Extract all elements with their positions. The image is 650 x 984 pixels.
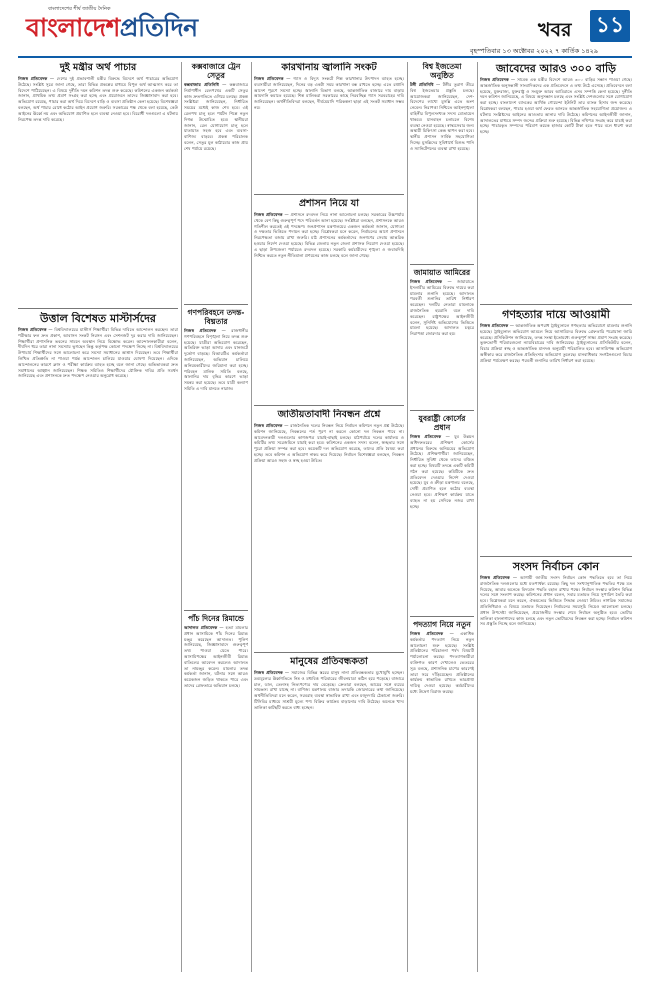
- divider: [480, 556, 632, 557]
- article-11-text: জামায়াতে ইসলামীর আমিরের বিরুদ্ধে দায়ের করা মামলার শুনানি হয়েছে। আদালত পরবর্তী শুনানির তারিখ নির্ধারণ করেছেন। দলটির নেতারা মামলাকে রাজনৈতিক হয়রানি বলে দাবি করেছেন। রাষ্ট্রপক্ষের আইনজীবী বলেন, সুনির্দিষ্ট অভিযোগের ভিত্তিতে মামলা হয়েছে। আদালত চত্বরে নিরাপত্তা জোরদার করা হয়।: [410, 279, 474, 337]
- article-7-byline: নিজস্ব প্রতিবেদক: [254, 212, 283, 217]
- article-10-text: টঙ্গীর তুরাগ তীরে বিশ্ব ইজতেমার প্রস্তুতি চলছে। আয়োজকরা জানিয়েছেন, দেশ-বিদেশের লাখো মুসল্লি এতে অংশ নেবেন। নিরাপত্তা নিশ্চিতে আইনশৃঙ্খলা বাহিনীর বিপুলসংখ্যক সদস্য মোতায়েন থাকবে। যানবাহন চলাচলে বিশেষ ব্যবস্থা নেওয়া হয়েছে। স্বাস্থ্যসেবার জন্য অস্থায়ী চিকিৎসা কেন্দ্র স্থাপন করা হবে। স্থানীয় প্রশাসন সার্বিক সহযোগিতা দিচ্ছে। মুসল্লিদের সুবিধার্থে বিশুদ্ধ পানি ও স্যানিটেশনের ব্যবস্থা রাখা হয়েছে।: [410, 82, 474, 151]
- article-16[interactable]: [480, 560, 632, 972]
- article-7-headline: প্রশাসন নিয়ে যা: [298, 198, 360, 209]
- column-rule: [477, 62, 478, 972]
- article-8-headline: জাতীয়তাবাদী নিবন্ধন প্রশ্নে: [277, 409, 381, 420]
- article-13-body: নিজস্ব প্রতিবেদক — একাধিক কর্মকর্তার পদত্যাগ নিয়ে নতুন আলোচনা শুরু হয়েছে। সংশ্লিষ্ট প্রতিষ্ঠানের পরিচালনা পর্ষদ বিষয়টি পর্যালোচনা করছে। পদত্যাগকারীরা ব্যক্তিগত কারণ দেখালেও ভেতরের সূত্র বলছে, প্রশাসনিক চাপের কারণেই তারা সরে দাঁড়িয়েছেন। প্রতিষ্ঠানের কার্যক্রম স্বাভাবিক রাখতে ভারপ্রাপ্ত দায়িত্ব দেওয়া হয়েছে। কর্মচারীদের মধ্যে উদ্বেগ বিরাজ করছে।: [410, 631, 474, 694]
- article-6-text: গ্যাস ও বিদ্যুৎ সংকটে শিল্প কারখানার উৎপাদন ব্যাহত হচ্ছে। ব্যবসায়ীরা জানিয়েছেন, দিনের বড় একটা সময় কারখানা বন্ধ রাখতে হচ্ছে। এতে রপ্তানি আদেশ পূরণে সমস্যা হচ্ছে। জ্বালানি বিভাগ বলছে, আন্তর্জাতিক বাজারে দাম বাড়ায় আমদানি কমাতে হয়েছে। শিল্প মালিকরা সরকারের কাছে নিরবচ্ছিন্ন গ্যাস সরবরাহের দাবি জানিয়েছেন। অর্থনীতিবিদরা বলছেন, দীর্ঘমেয়াদি পরিকল্পনা ছাড়া এই সংকট সমাধান সম্ভব নয়।: [254, 76, 404, 110]
- divider: [480, 304, 632, 305]
- article-16-body: নিজস্ব প্রতিবেদক — আগামী জাতীয় সংসদ নির্বাচন কোন পদ্ধতিতে হবে তা নিয়ে রাজনৈতিক দলগুলোর মধ্যে মতপার্থক্য রয়েছে। কিছু দল সংখ্যানুপাতিক পদ্ধতির পক্ষে মত দিয়েছে, আবার অনেকে বিদ্যমান পদ্ধতি বহাল রাখার পক্ষে। নির্বাচন সংস্কার কমিশন বিভিন্ন দলের সঙ্গে সংলাপ করছে। কমিশনের প্রধান বলেন, সবার মতামত নিয়ে সুপারিশ তৈরি করা হবে। বিশ্লেষকরা মনে করেন, ঐকমত্যের ভিত্তিতে সিদ্ধান্ত নেওয়া উচিত। নাগরিক সমাজের প্রতিনিধিরাও এ বিষয়ে মতামত দিয়েছেন। নির্বাচনের সময়সূচি নিয়েও আলোচনা চলছে। প্রধান উপদেষ্টা জানিয়েছেন, প্রয়োজনীয় সংস্কার শেষে নির্বাচন অনুষ্ঠিত হবে। ভোটার তালিকা হালনাগাদের কাজ চলছে এবং নতুন ভোটারদের নিবন্ধন করা হচ্ছে। নির্বাচন কমিশন সব প্রস্তুতি নিচ্ছে বলে জানিয়েছে।: [480, 575, 632, 627]
- section-name: খবর: [538, 19, 572, 41]
- article-2-body: নিজস্ব প্রতিবেদক — বিশ্ববিদ্যালয়ের মাস্টার্স শিক্ষার্থীরা বিভিন্ন দাবিতে আন্দোলন করছেন। তারা পরীক্ষার ফল দ্রুত প্রকাশ, আবাসন সংকট নিরসন এবং সেশনজট দূর করার দাবি জানিয়েছেন। শিক্ষার্থীরা প্রশাসনিক ভবনের সামনে অবস্থান নিয়ে বিক্ষোভ করেন। আন্দোলনকারীরা বলেন, দীর্ঘদিন ধরে তারা নানা সমস্যায় ভুগছেন কিন্তু কর্তৃপক্ষ কোনো পদক্ষেপ নিচ্ছে না। বিশ্ববিদ্যালয়ের উপাচার্য শিক্ষার্থীদের সঙ্গে আলোচনা করে সমস্যা সমাধানের আশ্বাস দিয়েছেন। তবে শিক্ষার্থীরা লিখিত প্রতিশ্রুতি না পাওয়া পর্যন্ত আন্দোলন চালিয়ে যাওয়ার ঘোষণা দিয়েছেন। এদিকে আন্দোলনের কারণে ক্লাস ও পরীক্ষা কার্যক্রম ব্যাহত হচ্ছে বলে জানা গেছে। অভিভাবকরা দ্রুত সমাধানের আহ্বান জানিয়েছেন। শিক্ষক সমিতিও শিক্ষার্থীদের যৌক্তিক দাবির প্রতি সমর্থন জানিয়েছে এবং প্রশাসনকে দ্রুত পদক্ষেপ নেওয়ার অনুরোধ করেছে।: [18, 327, 178, 379]
- article-7[interactable]: [254, 198, 404, 403]
- article-9[interactable]: [254, 656, 404, 972]
- divider: [184, 304, 248, 305]
- article-2-text: বিশ্ববিদ্যালয়ের মাস্টার্স শিক্ষার্থীরা বিভিন্ন দাবিতে আন্দোলন করছেন। তারা পরীক্ষার ফল দ্রুত প্রকাশ, আবাসন সংকট নিরসন এবং সেশনজট দূর করার দাবি জানিয়েছেন। শিক্ষার্থীরা প্রশাসনিক ভবনের সামনে অবস্থান নিয়ে বিক্ষোভ করেন। আন্দোলনকারীরা বলেন, দীর্ঘদিন ধরে তারা নানা সমস্যায় ভুগছেন কিন্তু কর্তৃপক্ষ কোনো পদক্ষেপ নিচ্ছে না। বিশ্ববিদ্যালয়ের উপাচার্য শিক্ষার্থীদের সঙ্গে আলোচনা করে সমস্যা সমাধানের আশ্বাস দিয়েছেন। তবে শিক্ষার্থীরা লিখিত প্রতিশ্রুতি না পাওয়া পর্যন্ত আন্দোলন চালিয়ে যাওয়ার ঘোষণা দিয়েছেন। এদিকে আন্দোলনের কারণে ক্লাস ও পরীক্ষা কার্যক্রম ব্যাহত হচ্ছে বলে জানা গেছে। অভিভাবকরা দ্রুত সমাধানের আহ্বান জানিয়েছেন। শিক্ষক সমিতিও শিক্ষার্থীদের যৌক্তিক দাবির প্রতি সমর্থন জানিয়েছে এবং প্রশাসনকে দ্রুত পদক্ষেপ নেওয়ার অনুরোধ করেছে।: [18, 327, 178, 379]
- article-2-byline: নিজস্ব প্রতিবেদক: [18, 327, 47, 332]
- article-11-headline: জামায়াত আমিরের: [413, 268, 471, 277]
- article-1-byline: নিজস্ব প্রতিবেদক: [18, 76, 48, 81]
- masthead: [0, 0, 650, 60]
- article-3-byline: কক্সবাজার প্রতিনিধি: [184, 82, 219, 87]
- masthead-rule: [18, 56, 632, 58]
- article-12-text: যুব উন্নয়ন অধিদফতরের প্রশিক্ষণ কোর্সের প্রধানের বিরুদ্ধে অনিয়মের অভিযোগ উঠেছে। প্রশিক্ষণার্থীরা জানিয়েছেন, নির্ধারিত সুবিধা থেকে তাদের বঞ্চিত করা হচ্ছে। বিষয়টি তদন্তে একটি কমিটি গঠন করা হয়েছে। কমিটিকে দ্রুত প্রতিবেদন দেওয়ার নির্দেশ দেওয়া হয়েছে। যুব ও ক্রীড়া মন্ত্রণালয় বলেছে, দোষী প্রমাণিত হলে কঠোর ব্যবস্থা নেওয়া হবে। প্রশিক্ষণ কার্যক্রম যাতে ব্যাহত না হয় সেদিকে নজর রাখা হচ্ছে।: [410, 434, 474, 509]
- article-15-headline: গণহত্যার দায়ে আওয়ামী: [502, 308, 610, 321]
- dateline: বৃহস্পতিবার ১৩ অক্টোবর ২০২২ ৭ কার্তিক ১৪২৯: [470, 47, 599, 55]
- article-9-body: নিজস্ব প্রতিবেদক — সমাজের বিভিন্ন স্তরের মানুষ নানা প্রতিবন্ধকতার মুখোমুখি হচ্ছেন। দ্রব্যমূল্যের ঊর্ধ্বগতিতে নিম্ন ও মধ্যবিত্ত পরিবারের জীবনযাত্রা কঠিন হয়ে পড়েছে। বাজারে চাল, ডাল, তেলসহ নিত্যপণ্যের দাম বেড়েছে। ক্রেতারা বলছেন, আয়ের সঙ্গে ব্যয়ের সামঞ্জস্য রাখা যাচ্ছে না। বাণিজ্য মন্ত্রণালয় বাজার তদারকি জোরদারের কথা জানিয়েছে। অর্থনীতিবিদরা মনে করেন, সরবরাহ ব্যবস্থা স্বাভাবিক রাখা এবং মজুদদারি ঠেকানো জরুরি। টিসিবির মাধ্যমে সাশ্রয়ী মূল্যে পণ্য বিক্রির কার্যক্রম বাড়ানোর দাবি উঠেছে। অনেকে খাদ্য তালিকা কাটছাঁট করতে বাধ্য হচ্ছেন।: [254, 670, 404, 710]
- article-9-byline: নিজস্ব প্রতিবেদক: [254, 670, 283, 675]
- article-11[interactable]: [410, 268, 474, 408]
- article-3-headline: কক্সবাজারে ট্রেন সেতুর: [191, 62, 241, 80]
- article-5-text: হত্যা মামলার প্রধান আসামিকে পাঁচ দিনের রিমান্ড মঞ্জুর করেছেন আদালত। পুলিশ জানিয়েছে, জিজ্ঞাসাবাদে গুরুত্বপূর্ণ তথ্য পাওয়া যেতে পারে। আসামিপক্ষের আইনজীবী রিমান্ড বাতিলের আবেদন করলেও আদালত তা নামঞ্জুর করেন। মামলার তদন্ত কর্মকর্তা জানান, ঘটনার সঙ্গে আরও কয়েকজন জড়িত থাকতে পারে এবং তাদের গ্রেফতারে অভিযান চলছে।: [184, 625, 248, 688]
- article-1[interactable]: [18, 62, 178, 307]
- logo-part-1: বাংলাদেশ: [26, 13, 120, 42]
- column-rule: [251, 62, 252, 972]
- article-2[interactable]: [18, 312, 178, 972]
- article-2-headline: উত্তাল বিশেষত মাস্টার্সদের: [40, 312, 156, 325]
- article-15-body: নিজস্ব প্রতিবেদক — আন্তর্জাতিক অপরাধ ট্রাইব্যুনালে গণহত্যার অভিযোগে মামলার শুনানি হয়েছে। ট্রাইব্যুনাল অভিযোগ আমলে নিয়ে আসামিদের বিরুদ্ধে গ্রেফতারি পরোয়ানা জারি করেছে। প্রসিকিউশন জানিয়েছে, তদন্ত সংস্থা ইতোমধ্যে গুরুত্বপূর্ণ সাক্ষ্য প্রমাণ সংগ্রহ করেছে। ভুক্তভোগী পরিবারগুলো ন্যায়বিচারের দাবি জানিয়েছে। ট্রাইব্যুনালের প্রসিকিউটর বলেন, বিচার প্রক্রিয়া স্বচ্ছ ও আন্তর্জাতিক মানদণ্ড অনুযায়ী পরিচালিত হবে। আসামিপক্ষ অভিযোগ অস্বীকার করে রাজনৈতিক প্রতিহিংসার অভিযোগ তুলেছে। মানবাধিকার সংগঠনগুলো বিচার প্রক্রিয়া পর্যবেক্ষণ করছে। পরবর্তী শুনানির তারিখ নির্ধারণ করা হয়েছে।: [480, 323, 632, 363]
- article-5-byline: আদালত প্রতিবেদক: [184, 625, 218, 630]
- article-4-headline: গণপরিবহনে তদন্ত-বিঘ্নতার: [187, 308, 245, 326]
- article-4-body: নিজস্ব প্রতিবেদক — রাজধানীর গণপরিবহনে বিশৃঙ্খলা নিয়ে তদন্ত শুরু হয়েছে। যাত্রীরা অভিযোগ করেছেন, অতিরিক্ত ভাড়া আদায় এবং যানজটে দুর্ভোগ বাড়ছে। বিআরটিএ কর্মকর্তারা জানিয়েছেন, অভিযান চালিয়ে অনিয়মকারীদের জরিমানা করা হচ্ছে। পরিবহন মালিক সমিতি বলছে, জ্বালানির দাম বৃদ্ধির কারণে ভাড়া সমন্বয় করা হয়েছে। তবে যাত্রী কল্যাণ সমিতি এ দাবি মানতে নারাজ।: [184, 328, 248, 391]
- divider: [18, 308, 178, 309]
- article-5-body: আদালত প্রতিবেদক — হত্যা মামলার প্রধান আসামিকে পাঁচ দিনের রিমান্ড মঞ্জুর করেছেন আদালত। পুলিশ জানিয়েছে, জিজ্ঞাসাবাদে গুরুত্বপূর্ণ তথ্য পাওয়া যেতে পারে। আসামিপক্ষের আইনজীবী রিমান্ড বাতিলের আবেদন করলেও আদালত তা নামঞ্জুর করেন। মামলার তদন্ত কর্মকর্তা জানান, ঘটনার সঙ্গে আরও কয়েকজন জড়িত থাকতে পারে এবং তাদের গ্রেফতারে অভিযান চলছে।: [184, 625, 248, 688]
- article-13[interactable]: [410, 620, 474, 972]
- article-1-body: নিজস্ব প্রতিবেদক — দেশের দুই প্রভাবশালী মন্ত্রীর বিরুদ্ধে বিদেশে অর্থ পাচারের অভিযোগ উঠেছে। সংশ্লিষ্ট সূত্রে জানা গেছে, তারা বিভিন্ন প্রকল্পের মাধ্যমে বিপুল অর্থ আত্মসাৎ করে তা বিদেশে পাঠিয়েছেন। এ বিষয়ে দুর্নীতি দমন কমিশন তদন্ত শুরু করেছে। কমিশনের একজন কর্মকর্তা জানান, প্রাথমিক তথ্য প্রমাণ সংগ্রহ করা হচ্ছে এবং প্রয়োজনে তাদের জিজ্ঞাসাবাদ করা হবে। অভিযোগ রয়েছে, পাচার করা অর্থ দিয়ে বিদেশে বাড়ি ও ব্যবসা প্রতিষ্ঠান কেনা হয়েছে। বিশেষজ্ঞরা বলছেন, অর্থ পাচার রোধে কঠোর আইন প্রয়োগ জরুরি। সরকারের পক্ষ থেকে বলা হয়েছে, কেউ আইনের ঊর্ধ্বে নয় এবং অভিযোগ প্রমাণিত হলে ব্যবস্থা নেওয়া হবে। বিরোধী দলগুলো এ ঘটনায় নিরপেক্ষ তদন্ত দাবি করেছে।: [18, 76, 178, 122]
- divider: [254, 405, 404, 406]
- article-3-body: কক্সবাজার প্রতিনিধি — কক্সবাজারে নির্মাণাধীন রেলপথের একটি সেতুর কাজ দ্রুতগতিতে এগিয়ে চলছে। প্রকল্প সংশ্লিষ্টরা জানিয়েছেন, নির্ধারিত সময়ের মধ্যেই কাজ শেষ হবে। এই রেলপথ চালু হলে পর্যটন শিল্পে নতুন দিগন্ত উন্মোচিত হবে। স্থানীয়রা জানান, রেল যোগাযোগ চালু হলে যাতায়াত সহজ হবে এবং ব্যবসা-বাণিজ্য বাড়বে। প্রকল্প পরিচালক বলেন, সেতুর মূল কাঠামোর কাজ প্রায় শেষ পর্যায়ে রয়েছে।: [184, 82, 248, 151]
- article-8-text: রাজনৈতিক দলের নিবন্ধন নিয়ে নির্বাচন কমিশনে নতুন প্রশ্ন উঠেছে। কমিশন জানিয়েছে, নিবন্ধনের শর্ত পূরণ না করলে কোনো দল নিবন্ধন পাবে না। আবেদনকারী দলগুলোর কাগজপত্র যাচাই-বাছাই চলছে। মাঠপর্যায়ে দলের কার্যালয় ও কমিটির তথ্য সরেজমিনে যাচাই করা হবে। কমিশনের একজন সদস্য বলেন, স্বচ্ছতার সঙ্গে পুরো প্রক্রিয়া সম্পন্ন করা হবে। কয়েকটি দল অভিযোগ করেছে, তাদের প্রতি বৈষম্য করা হচ্ছে। তবে কমিশন এ অভিযোগ নাকচ করে দিয়েছে। নির্বাচন বিশেষজ্ঞরা বলছেন, নিবন্ধন প্রক্রিয়া আরও সহজ ও স্বচ্ছ হওয়া উচিত।: [254, 423, 404, 463]
- divider: [254, 652, 404, 653]
- article-12[interactable]: [410, 414, 474, 614]
- article-4-byline: নিজস্ব প্রতিবেদক: [184, 328, 217, 333]
- divider: [410, 410, 474, 411]
- article-12-body: নিজস্ব প্রতিবেদক — যুব উন্নয়ন অধিদফতরের প্রশিক্ষণ কোর্সের প্রধানের বিরুদ্ধে অনিয়মের অভিযোগ উঠেছে। প্রশিক্ষণার্থীরা জানিয়েছেন, নির্ধারিত সুবিধা থেকে তাদের বঞ্চিত করা হচ্ছে। বিষয়টি তদন্তে একটি কমিটি গঠন করা হয়েছে। কমিটিকে দ্রুত প্রতিবেদন দেওয়ার নির্দেশ দেওয়া হয়েছে। যুব ও ক্রীড়া মন্ত্রণালয় বলেছে, দোষী প্রমাণিত হলে কঠোর ব্যবস্থা নেওয়া হবে। প্রশিক্ষণ কার্যক্রম যাতে ব্যাহত না হয় সেদিকে নজর রাখা হচ্ছে।: [410, 434, 474, 509]
- article-5[interactable]: [184, 614, 248, 972]
- article-8[interactable]: [254, 409, 404, 649]
- article-12-headline: যুবরাষ্ট্রী কোর্সের প্রধান: [418, 414, 466, 432]
- page-number-badge: ১১: [590, 10, 630, 42]
- article-10[interactable]: [410, 62, 474, 262]
- article-9-headline: মানুষের প্রতিবন্ধকতা: [290, 656, 368, 667]
- column-rule: [407, 62, 408, 972]
- article-16-byline: নিজস্ব প্রতিবেদক: [480, 575, 510, 580]
- article-14-byline: নিজস্ব প্রতিবেদক: [480, 77, 509, 82]
- article-5-headline: পাঁচ দিনের রিমান্ডে: [188, 614, 244, 623]
- article-14-body: নিজস্ব প্রতিবেদক — সাবেক এক মন্ত্রীর বিদেশে আরও ৩০০ বাড়ির সন্ধান পাওয়া গেছে। আন্তর্জাতিক অনুসন্ধানী সাংবাদিকদের এক প্রতিবেদনে এ তথ্য উঠে এসেছে। প্রতিবেদনে বলা হয়েছে, যুক্তরাজ্য, যুক্তরাষ্ট্র ও সংযুক্ত আরব আমিরাতে এসব সম্পত্তি কেনা হয়েছে। দুর্নীতি দমন কমিশন জানিয়েছে, এ বিষয়ে অনুসন্ধান চলছে এবং সংশ্লিষ্ট দেশগুলোর সঙ্গে যোগাযোগ করা হচ্ছে। বাংলাদেশ ব্যাংকের আর্থিক গোয়েন্দা ইউনিট তার ব্যাংক হিসাব জব্দ করেছে। বিশ্লেষকরা বলছেন, পাচার হওয়া অর্থ ফেরত আনতে আন্তর্জাতিক সহযোগিতা প্রয়োজন। এ ঘটনায় সংশ্লিষ্টদের আইনের আওতায় আনার দাবি উঠেছে। কমিশনের আইনজীবী জানান, আদালতের মাধ্যমে সম্পদ জব্দের প্রক্রিয়া শুরু হয়েছে। বিভিন্ন নথিপত্র সংগ্রহ করে যাচাই করা হচ্ছে। পাচারকৃত সম্পদের পরিমাণ কয়েক হাজার কোটি টাকা হতে পারে বলে ধারণা করা হচ্ছে।: [480, 77, 632, 135]
- logo-part-2: প্রতিদিন: [119, 13, 198, 42]
- article-1-text: দেশের দুই প্রভাবশালী মন্ত্রীর বিরুদ্ধে বিদেশে অর্থ পাচারের অভিযোগ উঠেছে। সংশ্লিষ্ট সূত্রে জানা গেছে, তারা বিভিন্ন প্রকল্পের মাধ্যমে বিপুল অর্থ আত্মসাৎ করে তা বিদেশে পাঠিয়েছেন। এ বিষয়ে দুর্নীতি দমন কমিশন তদন্ত শুরু করেছে। কমিশনের একজন কর্মকর্তা জানান, প্রাথমিক তথ্য প্রমাণ সংগ্রহ করা হচ্ছে এবং প্রয়োজনে তাদের জিজ্ঞাসাবাদ করা হবে। অভিযোগ রয়েছে, পাচার করা অর্থ দিয়ে বিদেশে বাড়ি ও ব্যবসা প্রতিষ্ঠান কেনা হয়েছে। বিশেষজ্ঞরা বলছেন, অর্থ পাচার রোধে কঠোর আইন প্রয়োগ জরুরি। সরকারের পক্ষ থেকে বলা হয়েছে, কেউ আইনের ঊর্ধ্বে নয় এবং অভিযোগ প্রমাণিত হলে ব্যবস্থা নেওয়া হবে। বিরোধী দলগুলো এ ঘটনায় নিরপেক্ষ তদন্ত দাবি করেছে।: [18, 76, 178, 122]
- article-11-body: নিজস্ব প্রতিবেদক — জামায়াতে ইসলামীর আমিরের বিরুদ্ধে দায়ের করা মামলার শুনানি হয়েছে। আদালত পরবর্তী শুনানির তারিখ নির্ধারণ করেছেন। দলটির নেতারা মামলাকে রাজনৈতিক হয়রানি বলে দাবি করেছেন। রাষ্ট্রপক্ষের আইনজীবী বলেন, সুনির্দিষ্ট অভিযোগের ভিত্তিতে মামলা হয়েছে। আদালত চত্বরে নিরাপত্তা জোরদার করা হয়।: [410, 279, 474, 337]
- article-3[interactable]: [184, 62, 248, 302]
- article-10-body: টঙ্গী প্রতিনিধি — টঙ্গীর তুরাগ তীরে বিশ্ব ইজতেমার প্রস্তুতি চলছে। আয়োজকরা জানিয়েছেন, দেশ-বিদেশের লাখো মুসল্লি এতে অংশ নেবেন। নিরাপত্তা নিশ্চিতে আইনশৃঙ্খলা বাহিনীর বিপুলসংখ্যক সদস্য মোতায়েন থাকবে। যানবাহন চলাচলে বিশেষ ব্যবস্থা নেওয়া হয়েছে। স্বাস্থ্যসেবার জন্য অস্থায়ী চিকিৎসা কেন্দ্র স্থাপন করা হবে। স্থানীয় প্রশাসন সার্বিক সহযোগিতা দিচ্ছে। মুসল্লিদের সুবিধার্থে বিশুদ্ধ পানি ও স্যানিটেশনের ব্যবস্থা রাখা হয়েছে।: [410, 82, 474, 151]
- article-8-body: নিজস্ব প্রতিবেদক — রাজনৈতিক দলের নিবন্ধন নিয়ে নির্বাচন কমিশনে নতুন প্রশ্ন উঠেছে। কমিশন জানিয়েছে, নিবন্ধনের শর্ত পূরণ না করলে কোনো দল নিবন্ধন পাবে না। আবেদনকারী দলগুলোর কাগজপত্র যাচাই-বাছাই চলছে। মাঠপর্যায়ে দলের কার্যালয় ও কমিটির তথ্য সরেজমিনে যাচাই করা হবে। কমিশনের একজন সদস্য বলেন, স্বচ্ছতার সঙ্গে পুরো প্রক্রিয়া সম্পন্ন করা হবে। কয়েকটি দল অভিযোগ করেছে, তাদের প্রতি বৈষম্য করা হচ্ছে। তবে কমিশন এ অভিযোগ নাকচ করে দিয়েছে। নির্বাচন বিশেষজ্ঞরা বলছেন, নিবন্ধন প্রক্রিয়া আরও সহজ ও স্বচ্ছ হওয়া উচিত।: [254, 423, 404, 463]
- article-14-text: সাবেক এক মন্ত্রীর বিদেশে আরও ৩০০ বাড়ির সন্ধান পাওয়া গেছে। আন্তর্জাতিক অনুসন্ধানী সাংবাদিকদের এক প্রতিবেদনে এ তথ্য উঠে এসেছে। প্রতিবেদনে বলা হয়েছে, যুক্তরাজ্য, যুক্তরাষ্ট্র ও সংযুক্ত আরব আমিরাতে এসব সম্পত্তি কেনা হয়েছে। দুর্নীতি দমন কমিশন জানিয়েছে, এ বিষয়ে অনুসন্ধান চলছে এবং সংশ্লিষ্ট দেশগুলোর সঙ্গে যোগাযোগ করা হচ্ছে। বাংলাদেশ ব্যাংকের আর্থিক গোয়েন্দা ইউনিট তার ব্যাংক হিসাব জব্দ করেছে। বিশ্লেষকরা বলছেন, পাচার হওয়া অর্থ ফেরত আনতে আন্তর্জাতিক সহযোগিতা প্রয়োজন। এ ঘটনায় সংশ্লিষ্টদের আইনের আওতায় আনার দাবি উঠেছে। কমিশনের আইনজীবী জানান, আদালতের মাধ্যমে সম্পদ জব্দের প্রক্রিয়া শুরু হয়েছে। বিভিন্ন নথিপত্র সংগ্রহ করে যাচাই করা হচ্ছে। পাচারকৃত সম্পদের পরিমাণ কয়েক হাজার কোটি টাকা হতে পারে বলে ধারণা করা হচ্ছে।: [480, 77, 632, 135]
- article-7-text: প্রশাসনে রদবদল নিয়ে নানা আলোচনা চলছে। সরকারের উচ্চপর্যায় থেকে বেশ কিছু গুরুত্বপূর্ণ পদে পরিবর্তন আনা হয়েছে। সংশ্লিষ্টরা বলছেন, প্রশাসনকে আরও গতিশীল করতেই এই পদক্ষেপ। জনপ্রশাসন মন্ত্রণালয়ের একজন কর্মকর্তা জানান, যোগ্যতা ও দক্ষতার ভিত্তিতে পদায়ন করা হচ্ছে। বিশ্লেষকরা মনে করেন, নির্বাচনের আগে প্রশাসনে নিরপেক্ষতা বজায় রাখা জরুরি। মাঠ প্রশাসনের কর্মকর্তাদের জনগণের সেবায় আন্তরিক হওয়ার নির্দেশ দেওয়া হয়েছে। বিভিন্ন জেলায় নতুন জেলা প্রশাসক নিয়োগ দেওয়া হয়েছে। এ ছাড়া উপজেলা পর্যায়েও রদবদল হয়েছে। সরকারি কর্মচারীদের শৃঙ্খলা ও জবাবদিহি নিশ্চিত করতে নতুন নীতিমালা প্রণয়নের কাজ চলছে বলে জানা গেছে।: [254, 212, 404, 258]
- article-13-byline: নিজস্ব প্রতিবেদক: [410, 631, 444, 636]
- article-15[interactable]: [480, 308, 632, 553]
- article-6-body: নিজস্ব প্রতিবেদক — গ্যাস ও বিদ্যুৎ সংকটে শিল্প কারখানার উৎপাদন ব্যাহত হচ্ছে। ব্যবসায়ীরা জানিয়েছেন, দিনের বড় একটা সময় কারখানা বন্ধ রাখতে হচ্ছে। এতে রপ্তানি আদেশ পূরণে সমস্যা হচ্ছে। জ্বালানি বিভাগ বলছে, আন্তর্জাতিক বাজারে দাম বাড়ায় আমদানি কমাতে হয়েছে। শিল্প মালিকরা সরকারের কাছে নিরবচ্ছিন্ন গ্যাস সরবরাহের দাবি জানিয়েছেন। অর্থনীতিবিদরা বলছেন, দীর্ঘমেয়াদি পরিকল্পনা ছাড়া এই সংকট সমাধান সম্ভব নয়।: [254, 76, 404, 110]
- article-8-byline: নিজস্ব প্রতিবেদক: [254, 423, 283, 428]
- masthead-small-line: বাংলাদেশের শীর্ষ জাতীয় দৈনিক: [48, 6, 111, 12]
- divider: [410, 616, 474, 617]
- article-7-body: নিজস্ব প্রতিবেদক — প্রশাসনে রদবদল নিয়ে নানা আলোচনা চলছে। সরকারের উচ্চপর্যায় থেকে বেশ কিছু গুরুত্বপূর্ণ পদে পরিবর্তন আনা হয়েছে। সংশ্লিষ্টরা বলছেন, প্রশাসনকে আরও গতিশীল করতেই এই পদক্ষেপ। জনপ্রশাসন মন্ত্রণালয়ের একজন কর্মকর্তা জানান, যোগ্যতা ও দক্ষতার ভিত্তিতে পদায়ন করা হচ্ছে। বিশ্লেষকরা মনে করেন, নির্বাচনের আগে প্রশাসনে নিরপেক্ষতা বজায় রাখা জরুরি। মাঠ প্রশাসনের কর্মকর্তাদের জনগণের সেবায় আন্তরিক হওয়ার নির্দেশ দেওয়া হয়েছে। বিভিন্ন জেলায় নতুন জেলা প্রশাসক নিয়োগ দেওয়া হয়েছে। এ ছাড়া উপজেলা পর্যায়েও রদবদল হয়েছে। সরকারি কর্মচারীদের শৃঙ্খলা ও জবাবদিহি নিশ্চিত করতে নতুন নীতিমালা প্রণয়নের কাজ চলছে বলে জানা গেছে।: [254, 212, 404, 258]
- article-15-text: আন্তর্জাতিক অপরাধ ট্রাইব্যুনালে গণহত্যার অভিযোগে মামলার শুনানি হয়েছে। ট্রাইব্যুনাল অভিযোগ আমলে নিয়ে আসামিদের বিরুদ্ধে গ্রেফতারি পরোয়ানা জারি করেছে। প্রসিকিউশন জানিয়েছে, তদন্ত সংস্থা ইতোমধ্যে গুরুত্বপূর্ণ সাক্ষ্য প্রমাণ সংগ্রহ করেছে। ভুক্তভোগী পরিবারগুলো ন্যায়বিচারের দাবি জানিয়েছে। ট্রাইব্যুনালের প্রসিকিউটর বলেন, বিচার প্রক্রিয়া স্বচ্ছ ও আন্তর্জাতিক মানদণ্ড অনুযায়ী পরিচালিত হবে। আসামিপক্ষ অভিযোগ অস্বীকার করে রাজনৈতিক প্রতিহিংসার অভিযোগ তুলেছে। মানবাধিকার সংগঠনগুলো বিচার প্রক্রিয়া পর্যবেক্ষণ করছে। পরবর্তী শুনানির তারিখ নির্ধারণ করা হয়েছে।: [480, 323, 632, 363]
- newspaper-logo[interactable]: [26, 14, 198, 42]
- divider: [410, 264, 474, 265]
- article-14-headline: জাবেদের আরও ৩০০ বাড়ি: [495, 62, 617, 75]
- column-rule: [181, 62, 182, 972]
- article-15-byline: নিজস্ব প্রতিবেদক: [480, 323, 509, 328]
- article-13-text: একাধিক কর্মকর্তার পদত্যাগ নিয়ে নতুন আলোচনা শুরু হয়েছে। সংশ্লিষ্ট প্রতিষ্ঠানের পরিচালনা পর্ষদ বিষয়টি পর্যালোচনা করছে। পদত্যাগকারীরা ব্যক্তিগত কারণ দেখালেও ভেতরের সূত্র বলছে, প্রশাসনিক চাপের কারণেই তারা সরে দাঁড়িয়েছেন। প্রতিষ্ঠানের কার্যক্রম স্বাভাবিক রাখতে ভারপ্রাপ্ত দায়িত্ব দেওয়া হয়েছে। কর্মচারীদের মধ্যে উদ্বেগ বিরাজ করছে।: [410, 631, 474, 694]
- article-4[interactable]: [184, 308, 248, 608]
- article-6[interactable]: [254, 62, 404, 192]
- article-16-text: আগামী জাতীয় সংসদ নির্বাচন কোন পদ্ধতিতে হবে তা নিয়ে রাজনৈতিক দলগুলোর মধ্যে মতপার্থক্য রয়েছে। কিছু দল সংখ্যানুপাতিক পদ্ধতির পক্ষে মত দিয়েছে, আবার অনেকে বিদ্যমান পদ্ধতি বহাল রাখার পক্ষে। নির্বাচন সংস্কার কমিশন বিভিন্ন দলের সঙ্গে সংলাপ করছে। কমিশনের প্রধান বলেন, সবার মতামত নিয়ে সুপারিশ তৈরি করা হবে। বিশ্লেষকরা মনে করেন, ঐকমত্যের ভিত্তিতে সিদ্ধান্ত নেওয়া উচিত। নাগরিক সমাজের প্রতিনিধিরাও এ বিষয়ে মতামত দিয়েছেন। নির্বাচনের সময়সূচি নিয়েও আলোচনা চলছে। প্রধান উপদেষ্টা জানিয়েছেন, প্রয়োজনীয় সংস্কার শেষে নির্বাচন অনুষ্ঠিত হবে। ভোটার তালিকা হালনাগাদের কাজ চলছে এবং নতুন ভোটারদের নিবন্ধন করা হচ্ছে। নির্বাচন কমিশন সব প্রস্তুতি নিচ্ছে বলে জানিয়েছে।: [480, 575, 632, 627]
- article-10-byline: টঙ্গী প্রতিনিধি: [410, 82, 434, 87]
- article-14[interactable]: [480, 62, 632, 302]
- article-3-text: কক্সবাজারে নির্মাণাধীন রেলপথের একটি সেতুর কাজ দ্রুতগতিতে এগিয়ে চলছে। প্রকল্প সংশ্লিষ্টরা জানিয়েছেন, নির্ধারিত সময়ের মধ্যেই কাজ শেষ হবে। এই রেলপথ চালু হলে পর্যটন শিল্পে নতুন দিগন্ত উন্মোচিত হবে। স্থানীয়রা জানান, রেল যোগাযোগ চালু হলে যাতায়াত সহজ হবে এবং ব্যবসা-বাণিজ্য বাড়বে। প্রকল্প পরিচালক বলেন, সেতুর মূল কাঠামোর কাজ প্রায় শেষ পর্যায়ে রয়েছে।: [184, 82, 248, 151]
- article-1-headline: দুই মন্ত্রীর অর্থ পাচার: [59, 62, 137, 73]
- divider: [254, 194, 404, 195]
- article-11-byline: নিজস্ব প্রতিবেদক: [410, 279, 443, 284]
- article-6-byline: নিজস্ব প্রতিবেদক: [254, 76, 284, 81]
- article-13-headline: পদত্যাগ নিয়ে নতুন: [413, 620, 471, 629]
- article-4-text: রাজধানীর গণপরিবহনে বিশৃঙ্খলা নিয়ে তদন্ত শুরু হয়েছে। যাত্রীরা অভিযোগ করেছেন, অতিরিক্ত ভাড়া আদায় এবং যানজটে দুর্ভোগ বাড়ছে। বিআরটিএ কর্মকর্তারা জানিয়েছেন, অভিযান চালিয়ে অনিয়মকারীদের জরিমানা করা হচ্ছে। পরিবহন মালিক সমিতি বলছে, জ্বালানির দাম বৃদ্ধির কারণে ভাড়া সমন্বয় করা হয়েছে। তবে যাত্রী কল্যাণ সমিতি এ দাবি মানতে নারাজ।: [184, 328, 248, 391]
- article-12-byline: নিজস্ব প্রতিবেদক: [410, 434, 442, 439]
- article-10-headline: বিশ্ব ইজতেমা অনুষ্ঠিত: [422, 62, 462, 80]
- divider: [184, 610, 248, 611]
- article-9-text: সমাজের বিভিন্ন স্তরের মানুষ নানা প্রতিবন্ধকতার মুখোমুখি হচ্ছেন। দ্রব্যমূল্যের ঊর্ধ্বগতিতে নিম্ন ও মধ্যবিত্ত পরিবারের জীবনযাত্রা কঠিন হয়ে পড়েছে। বাজারে চাল, ডাল, তেলসহ নিত্যপণ্যের দাম বেড়েছে। ক্রেতারা বলছেন, আয়ের সঙ্গে ব্যয়ের সামঞ্জস্য রাখা যাচ্ছে না। বাণিজ্য মন্ত্রণালয় বাজার তদারকি জোরদারের কথা জানিয়েছে। অর্থনীতিবিদরা মনে করেন, সরবরাহ ব্যবস্থা স্বাভাবিক রাখা এবং মজুদদারি ঠেকানো জরুরি। টিসিবির মাধ্যমে সাশ্রয়ী মূল্যে পণ্য বিক্রির কার্যক্রম বাড়ানোর দাবি উঠেছে। অনেকে খাদ্য তালিকা কাটছাঁট করতে বাধ্য হচ্ছেন।: [254, 670, 404, 710]
- article-6-headline: কারখানায় জ্বালানি সংকট: [281, 62, 377, 73]
- article-16-headline: সংসদ নির্বাচন কোন: [512, 560, 600, 573]
